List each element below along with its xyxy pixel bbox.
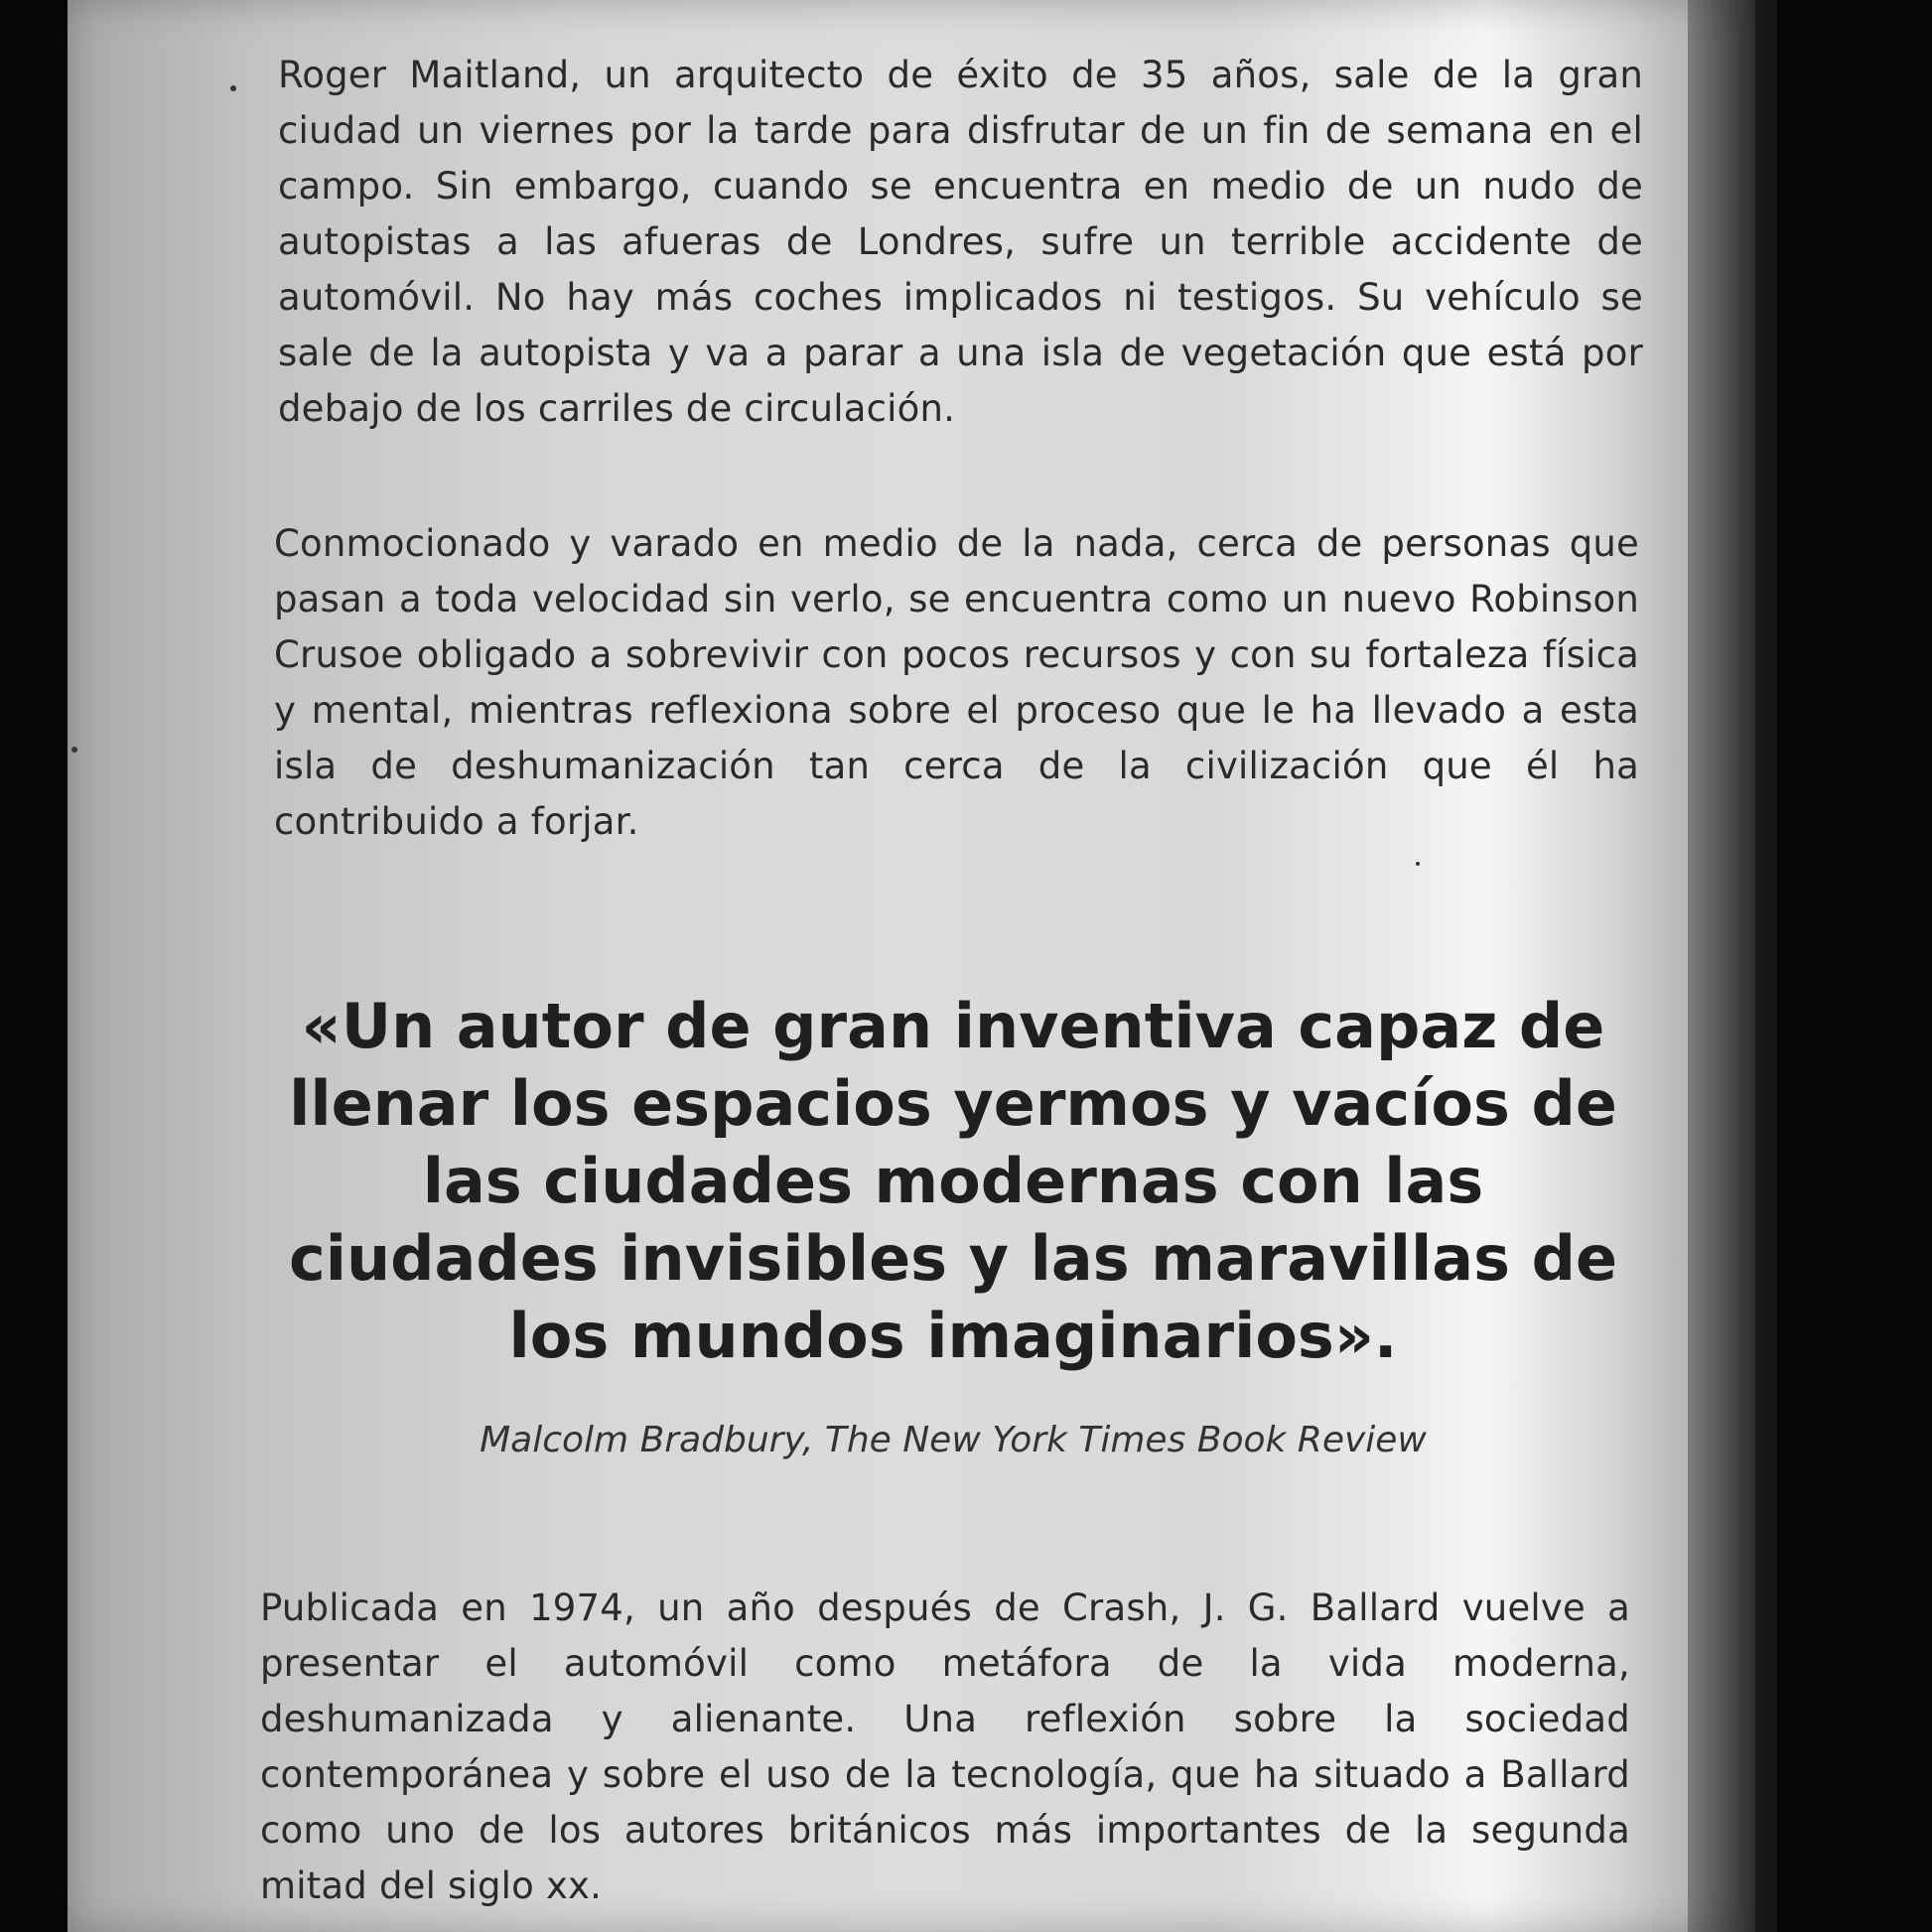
synopsis-paragraph-1: Roger Maitland, un arquitecto de éxito de 35 años, sale de la gran ciudad un viernes por la tarde para disfrutar de un fin de semana en el campo. Sin embargo, cuando se encuentra en medio de un nudo de autopistas a las afueras de Londres, sufre un terrible accidente de automóvil. No hay más coches implicados ni testigos. Su vehículo se sale de la autopista y va a parar a una isla de vegetación que está por debajo de los carriles de circulación. bbox=[278, 54, 1643, 430]
quote-attribution: Malcolm Bradbury, The New York Times Book Review bbox=[480, 1420, 1427, 1460]
review-quote: «Un autor de gran inventiva capaz de llenar los espacios yermos y vacíos de las ciudades modernas con las ciudades invisibles y las maravillas de los mundos imaginarios». bbox=[288, 990, 1618, 1372]
speck bbox=[71, 747, 77, 753]
speck bbox=[230, 85, 236, 91]
synopsis-paragraph-2: Conmocionado y varado en medio de la nada, cerca de personas que pasan a toda velocidad sin verlo, se encuentra como un nuevo Robinson Crusoe obligado a sobrevivir con pocos recursos y con su fortaleza física y mental, mientras reflexiona sobre el proceso que le ha llevado a esta isla de deshumanización tan cerca de la civilización que él ha contribuido a forjar. bbox=[274, 522, 1639, 843]
speck bbox=[1416, 862, 1420, 866]
publication-paragraph: Publicada en 1974, un año después de Crash, J. G. Ballard vuelve a presentar el automóvil como metáfora de la vida moderna, deshumanizada y alienante. Una reflexión sobre la sociedad contemporánea y sobre el uso de la tecnología, que ha situado a Ballard como uno de los autores británicos más importantes de la segunda mitad del siglo xx. bbox=[260, 1587, 1630, 1907]
cover-edge-shadow bbox=[1688, 0, 1777, 1932]
